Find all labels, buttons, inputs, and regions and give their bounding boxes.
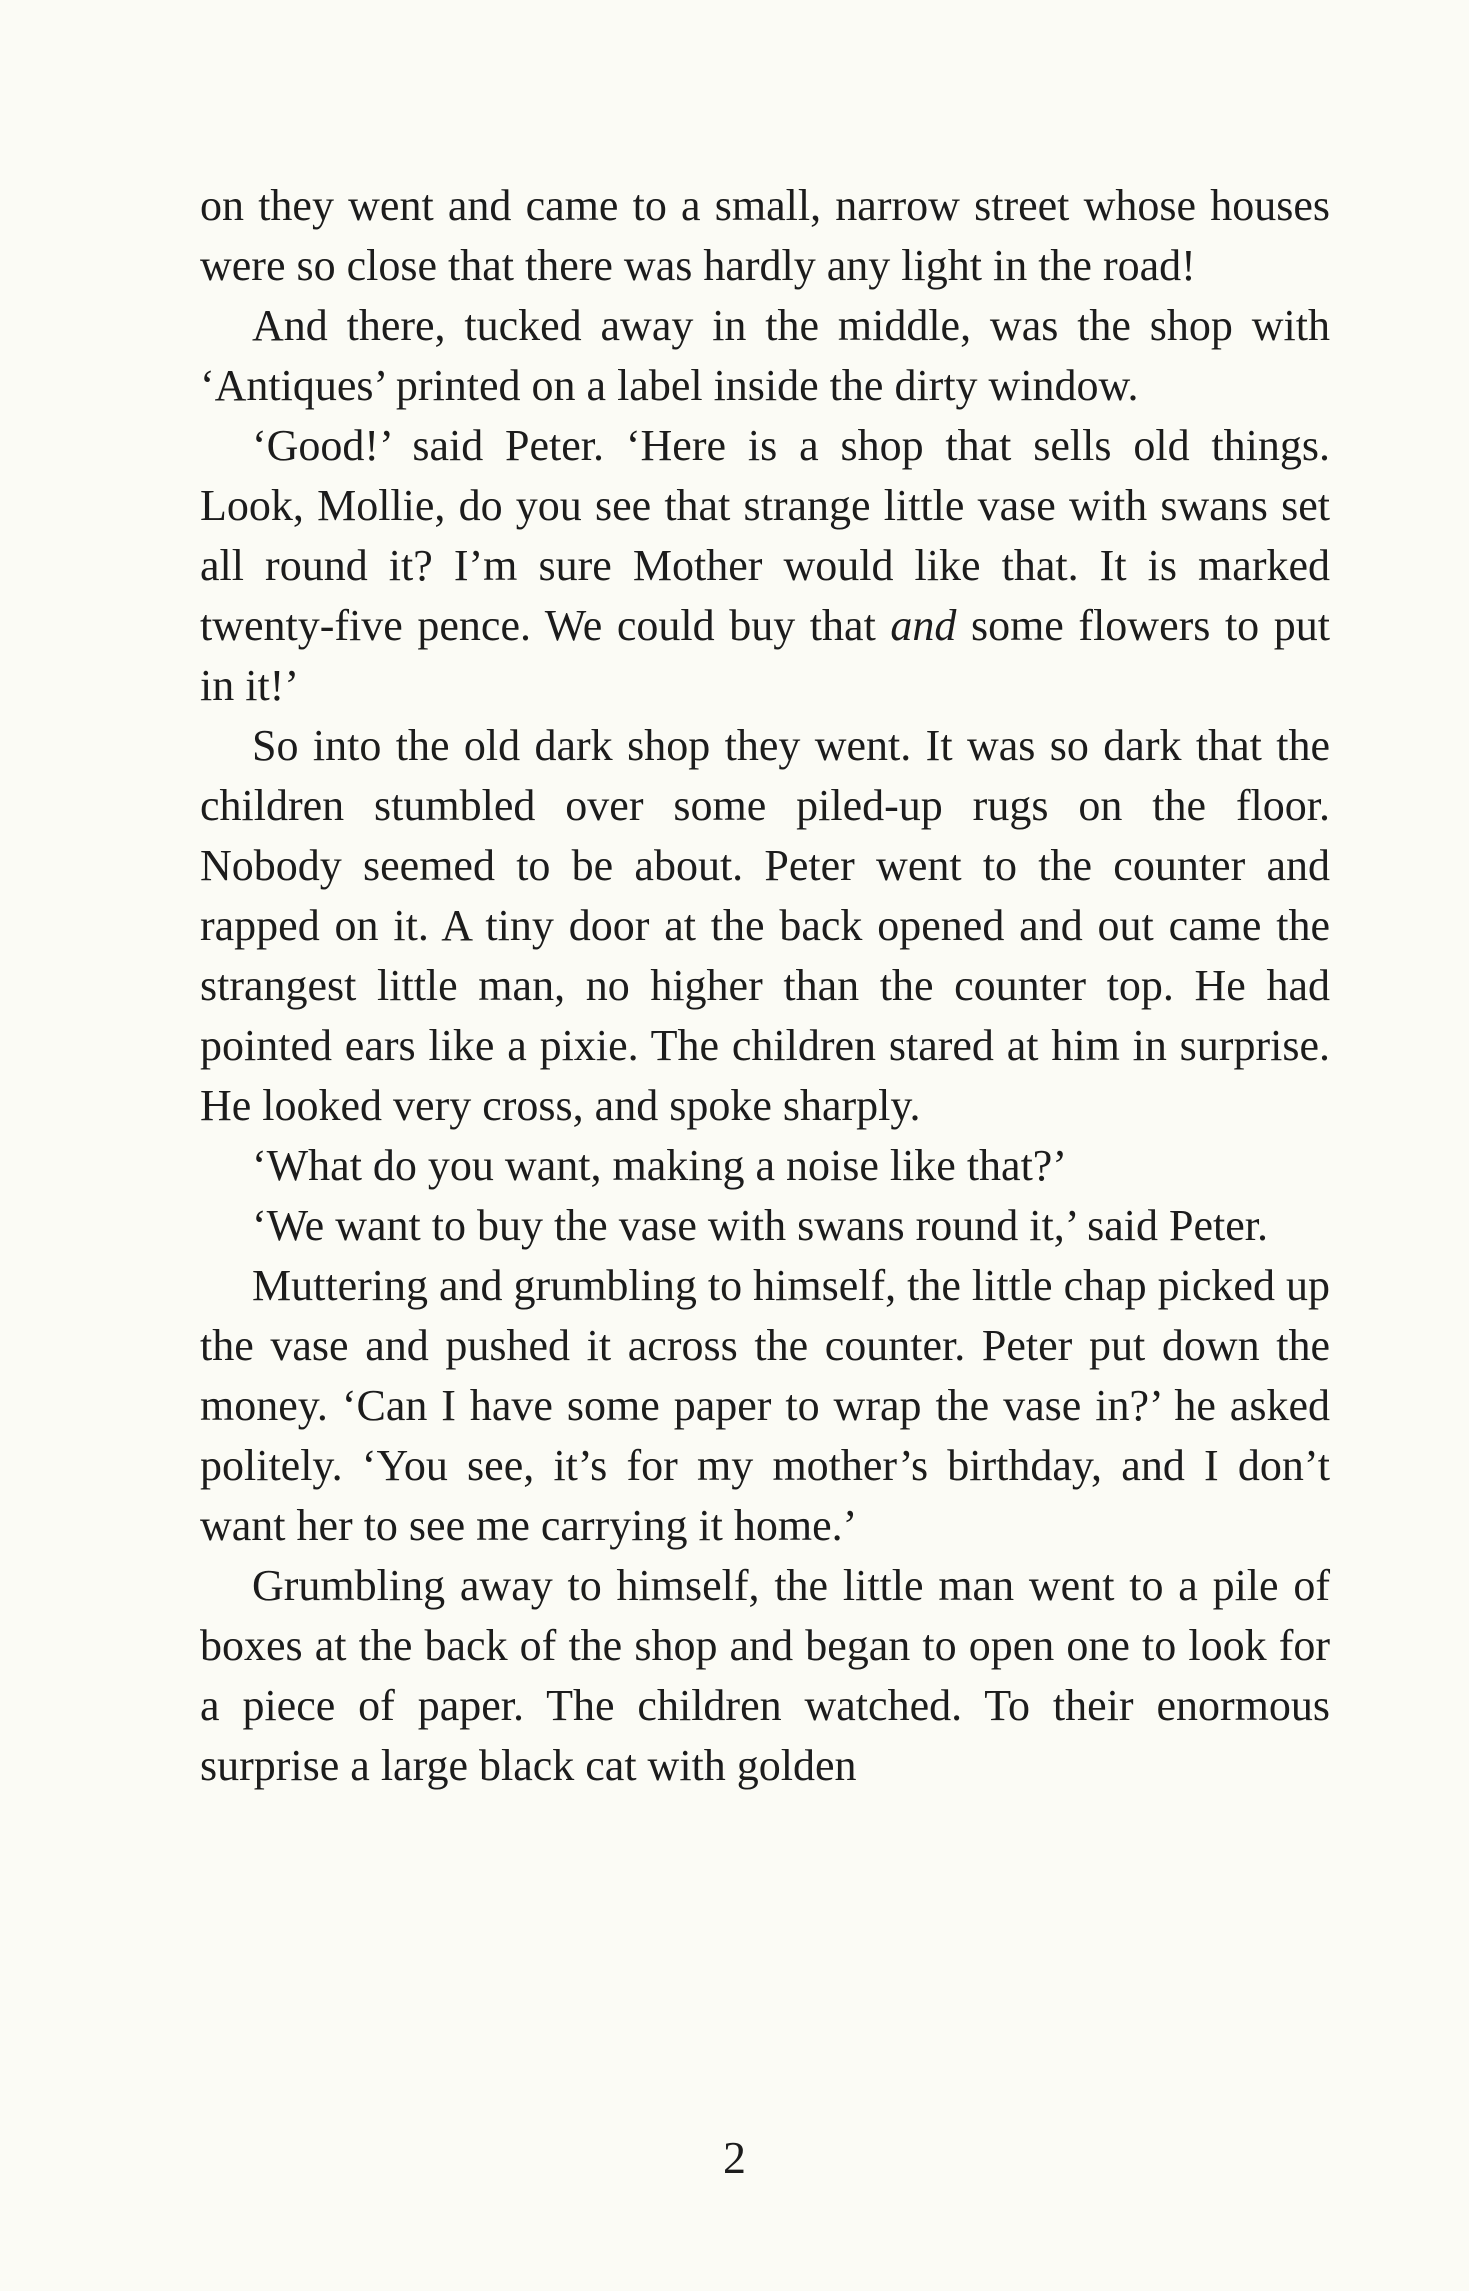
paragraph-text: some flowers to put in it!’ [200, 601, 1330, 710]
paragraph [200, 1256, 1330, 1556]
paragraph-text: ‘Good!’ said Peter. ‘Here is a shop that sells old things. Look, Mollie, do you see that strange little vase with swans set all round it? I’m sure Mother would like that. It is marked twenty-five pence. We could buy that [200, 421, 1330, 650]
paragraph-text: And there, tucked away in the middle, was the shop with ‘Antiques’ printed on a label inside the dirty window. [200, 301, 1330, 410]
paragraph [200, 296, 1330, 416]
paragraph-text: Muttering and grumbling to himself, the little chap picked up the vase and pushed it across the counter. Peter put down the money. ‘Can I have some paper to wrap the vase in?’ he asked politely. ‘You see, it’s for my mother’s birthday, and I don’t want her to see me carrying it home.’ [200, 1261, 1330, 1550]
italic-emphasis: and [890, 601, 957, 650]
paragraph [200, 1556, 1330, 1796]
paragraph [200, 1136, 1330, 1196]
paragraph [200, 416, 1330, 716]
paragraph [200, 1196, 1330, 1256]
paragraph-text: ‘We want to buy the vase with swans round it,’ said Peter. [252, 1201, 1268, 1250]
paragraph-text: on they went and came to a small, narrow street whose houses were so close that there was hardly any light in the road! [200, 181, 1330, 290]
page-number: 2 [723, 2132, 746, 2183]
paragraph [200, 176, 1330, 296]
paragraph-text: So into the old dark shop they went. It was so dark that the children stumbled over some piled-up rugs on the floor. Nobody seemed to be about. Peter went to the counter and rapped on it. A tiny door at the back opened and out came the strangest little man, no higher than the counter top. He had pointed ears like a pixie. The children stared at him in surprise. He looked very cross, and spoke sharply. [200, 721, 1330, 1130]
paragraph-text: ‘What do you want, making a noise like that?’ [252, 1141, 1067, 1190]
body-text [200, 176, 1330, 1796]
paragraph-text: Grumbling away to himself, the little man went to a pile of boxes at the back of the shop and began to open one to look for a piece of paper. The children watched. To their enormous surprise a large black cat with golden [200, 1561, 1330, 1790]
paragraph [200, 716, 1330, 1136]
